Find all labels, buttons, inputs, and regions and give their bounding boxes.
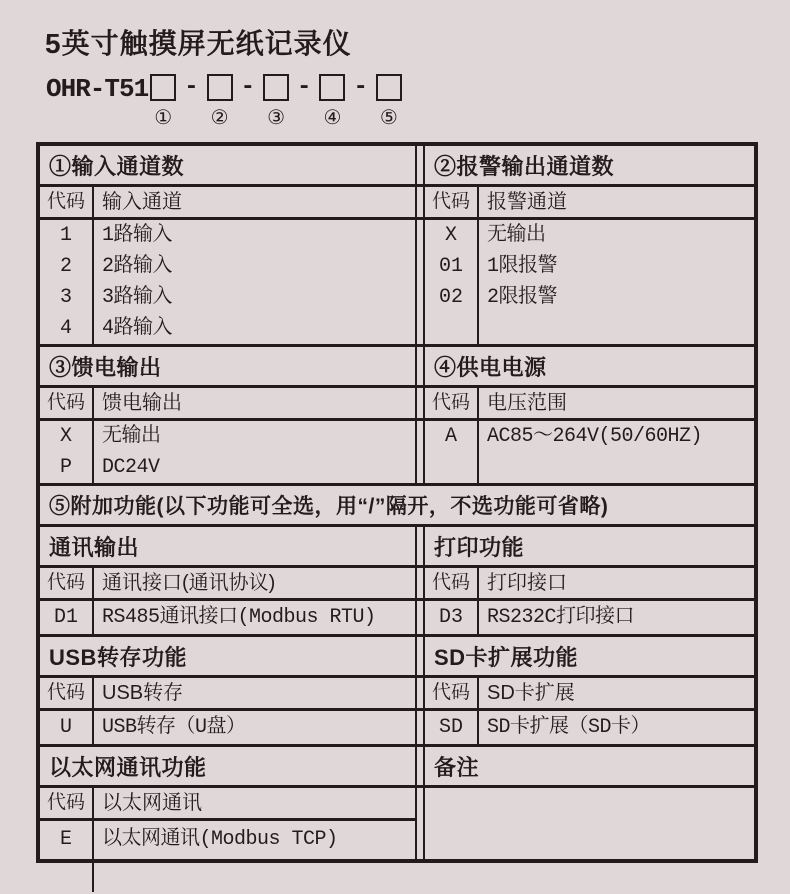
- alarm-subheader-row: [423, 187, 754, 217]
- position-marker-1: ①: [154, 105, 173, 129]
- code-column: [425, 220, 479, 344]
- code-cell: 2: [59, 255, 72, 278]
- section-alarm-header: ②报警输出通道数: [423, 146, 754, 184]
- section-remark-header: 备注: [423, 747, 754, 785]
- comm-subheader-row: [40, 568, 417, 598]
- code-col-header: 代码: [40, 568, 94, 598]
- spec-table: [36, 142, 758, 863]
- desc-cell: DC24V: [102, 456, 160, 479]
- desc-cell: 1限报警: [487, 255, 558, 278]
- desc-column: [479, 220, 754, 344]
- model-prefix: OHR-T51: [46, 74, 149, 104]
- code-cell: 1: [59, 224, 72, 247]
- desc-column: [479, 421, 754, 483]
- input-body: [40, 220, 417, 344]
- model-slot-5: [376, 74, 402, 128]
- feed-subheader-row: [40, 388, 417, 418]
- desc-cell: 无输出: [487, 224, 546, 247]
- desc-col-header: SD卡扩展: [487, 682, 575, 704]
- desc-cell: 4路输入: [102, 317, 173, 340]
- code-cell: 3: [59, 286, 72, 309]
- additional-functions-note: ⑤附加功能(以下功能可全选，用“/”隔开，不选功能可省略): [49, 495, 609, 518]
- code-col-header: 代码: [40, 187, 94, 217]
- code-cell: X: [59, 425, 72, 448]
- comm-body: [40, 601, 417, 634]
- position-marker-5: ⑤: [379, 105, 398, 129]
- band-bodies-1: [40, 217, 754, 344]
- band-section-headers-3: [40, 524, 754, 565]
- desc-cell: RS485通讯接口(Modbus RTU): [102, 606, 376, 629]
- model-slot-3: [263, 74, 289, 128]
- desc-col-header: USB转存: [102, 682, 184, 704]
- band-section-headers-1: [40, 146, 754, 184]
- code-col-header: 代码: [425, 187, 479, 217]
- ethernet-row: [40, 821, 415, 892]
- section-usb-header: USB转存功能: [40, 637, 417, 675]
- code-col-header: 代码: [425, 678, 479, 708]
- code-cell: 01: [438, 255, 463, 278]
- model-box-icon: [376, 74, 402, 101]
- desc-column: [94, 821, 415, 892]
- desc-col-header: 电压范围: [487, 392, 567, 414]
- position-marker-3: ③: [267, 105, 285, 129]
- section-sd-header: SD卡扩展功能: [423, 637, 754, 675]
- usb-subheader-row: [40, 678, 417, 708]
- position-marker-2: ②: [210, 105, 229, 129]
- ethernet-body: [40, 788, 417, 859]
- code-column: [40, 220, 94, 344]
- model-box-icon: [263, 74, 289, 101]
- code-column: [425, 601, 479, 634]
- desc-cell: 2路输入: [102, 255, 173, 278]
- desc-cell: RS232C打印接口: [487, 606, 635, 629]
- power-body: [423, 421, 754, 483]
- ethernet-subheader-row: [40, 788, 415, 821]
- desc-cell: 以太网通讯(Modbus TCP): [102, 828, 338, 851]
- desc-column: [479, 601, 754, 634]
- code-cell: D3: [438, 606, 463, 629]
- code-column: [425, 711, 479, 744]
- code-col-header: 代码: [40, 788, 94, 818]
- remark-empty-cell: [423, 788, 754, 859]
- model-slot-1: [150, 74, 176, 128]
- alarm-body: [423, 220, 754, 344]
- code-cell: U: [59, 716, 72, 739]
- desc-col-header: 打印接口: [487, 572, 567, 594]
- desc-col-header: 通讯接口(通讯协议): [102, 572, 276, 594]
- print-subheader-row: [423, 568, 754, 598]
- position-marker-4: ④: [323, 105, 342, 129]
- model-separator: -: [353, 74, 368, 101]
- desc-column: [479, 711, 754, 744]
- section-power-header: ④供电电源: [423, 347, 754, 385]
- input-subheader-row: [40, 187, 417, 217]
- print-body: [423, 601, 754, 634]
- code-cell: SD: [438, 716, 463, 739]
- desc-col-header: 输入通道: [102, 191, 182, 213]
- band-note: [40, 483, 754, 524]
- code-col-header: 代码: [425, 568, 479, 598]
- code-cell: D1: [53, 606, 78, 629]
- section-comm-header: 通讯输出: [40, 527, 417, 565]
- desc-column: [94, 601, 415, 634]
- band-ethernet-remark: [40, 785, 754, 859]
- model-box-icon: [207, 74, 233, 101]
- section-print-header: 打印功能: [423, 527, 754, 565]
- usb-body: [40, 711, 417, 744]
- section-ethernet-header: 以太网通讯功能: [40, 747, 417, 785]
- band-subheaders-3: [40, 565, 754, 598]
- code-cell: 4: [59, 317, 72, 340]
- band-bodies-2: [40, 418, 754, 483]
- code-column: [40, 821, 94, 892]
- code-col-header: 代码: [40, 388, 94, 418]
- section-feed-header: ③馈电输出: [40, 347, 417, 385]
- desc-cell: 无输出: [102, 425, 161, 448]
- desc-column: [94, 711, 415, 744]
- desc-cell: USB转存（U盘）: [102, 716, 246, 739]
- code-cell: 02: [438, 286, 463, 309]
- model-slot-2: [207, 74, 233, 128]
- code-col-header: 代码: [425, 388, 479, 418]
- model-separator: -: [297, 74, 312, 101]
- sd-body: [423, 711, 754, 744]
- desc-column: [94, 220, 415, 344]
- band-section-headers-2: [40, 344, 754, 385]
- code-cell: A: [444, 425, 457, 448]
- band-rows-3: [40, 598, 754, 634]
- code-column: [40, 421, 94, 483]
- desc-cell: AC85～264V(50/60HZ): [487, 425, 703, 448]
- model-separator: -: [240, 74, 256, 101]
- band-rows-4: [40, 708, 754, 744]
- code-column: [40, 711, 94, 744]
- feed-body: [40, 421, 417, 483]
- code-cell: P: [59, 456, 72, 479]
- code-column: [425, 421, 479, 483]
- band-subheaders-4: [40, 675, 754, 708]
- desc-cell: 2限报警: [487, 286, 558, 309]
- desc-col-header: 报警通道: [487, 191, 567, 213]
- code-col-header: 代码: [40, 678, 94, 708]
- sd-subheader-row: [423, 678, 754, 708]
- desc-cell: 3路输入: [102, 286, 173, 309]
- model-box-icon: [150, 74, 176, 101]
- desc-col-header: 以太网通讯: [102, 792, 202, 814]
- model-slot-4: [319, 74, 345, 128]
- band-section-headers-5: [40, 744, 754, 785]
- model-box-icon: [319, 74, 345, 101]
- desc-column: [94, 421, 415, 483]
- code-column: [40, 601, 94, 634]
- page-title: 5英寸触摸屏无纸记录仪: [45, 28, 352, 59]
- power-subheader-row: [423, 388, 754, 418]
- desc-col-header: 馈电输出: [102, 392, 182, 414]
- code-cell: E: [59, 828, 72, 851]
- desc-cell: SD卡扩展（SD卡）: [487, 716, 651, 739]
- model-separator: -: [184, 74, 199, 101]
- band-section-headers-4: [40, 634, 754, 675]
- band-subheaders-1: [40, 184, 754, 217]
- section-input-header: ①输入通道数: [40, 146, 417, 184]
- model-code-line: [46, 74, 790, 128]
- desc-cell: 1路输入: [102, 224, 173, 247]
- band-subheaders-2: [40, 385, 754, 418]
- code-cell: X: [444, 224, 457, 247]
